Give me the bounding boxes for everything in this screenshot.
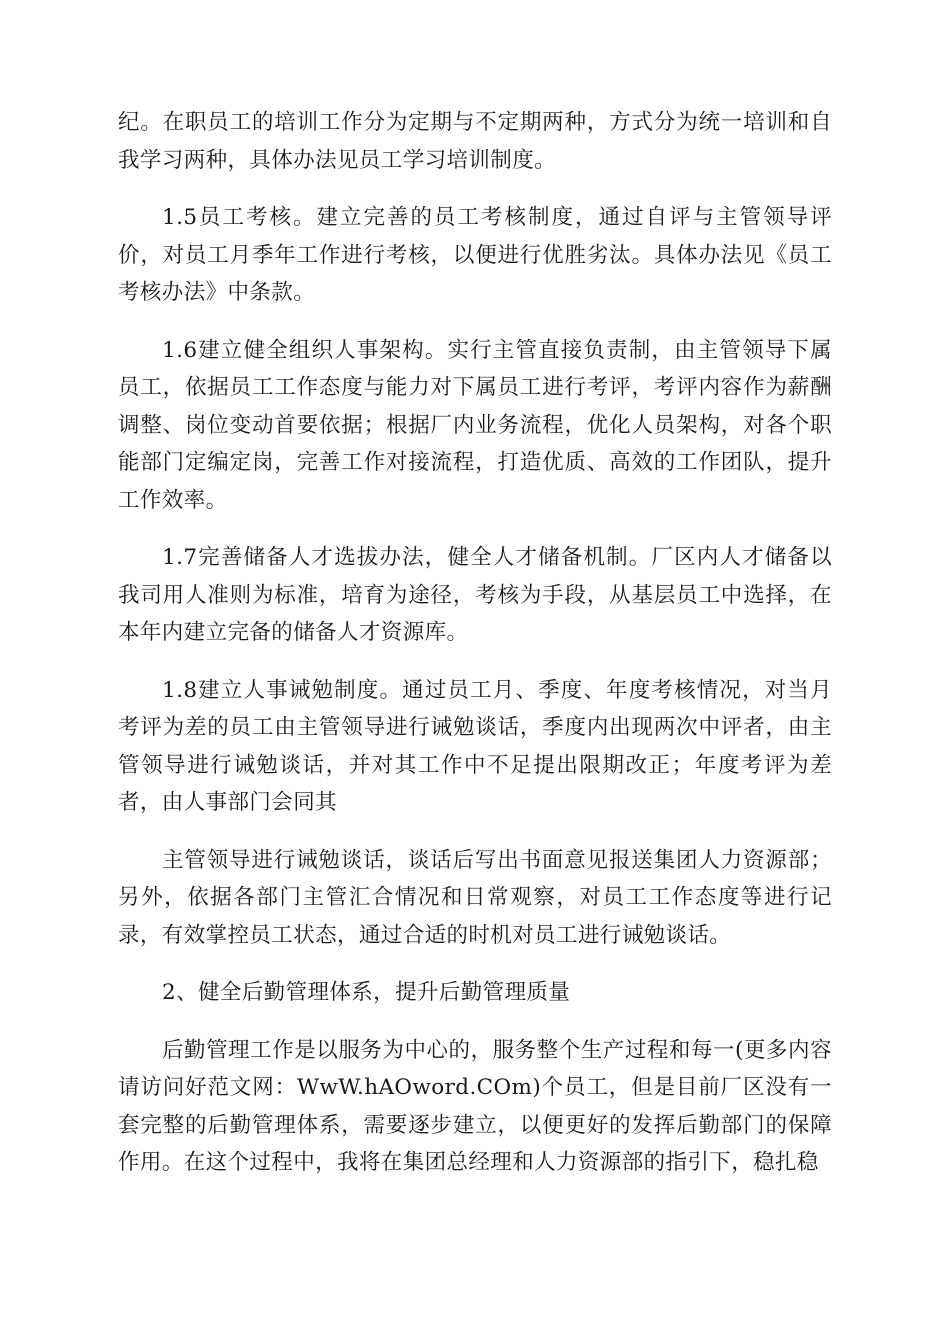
paragraph-continuation-training: 纪。在职员工的培训工作分为定期与不定期两种，方式分为统一培训和自我学习两种，具体办法见员工学习培训制度。 (118, 110, 832, 173)
paragraph-1-5-employee-assessment: 1.5员工考核。建立完善的员工考核制度，通过自评与主管领导评价，对员工月季年工作进行考核，以便进行优胜劣汰。具体办法见《员工考核办法》中条款。 (118, 205, 832, 305)
paragraph-1-8-admonition-system: 1.8建立人事诫勉制度。通过员工月、季度、年度考核情况，对当月考评为差的员工由主管领导进行诫勉谈话，季度内出现两次中评者，由主管领导进行诫勉谈话，并对其工作中不足提出限期改正；年度考评为差者，由人事部门会同其 (118, 677, 832, 815)
paragraph-1-7-talent-reserve: 1.7完善储备人才选拔办法，健全人才储备机制。厂区内人才储备以我司用人准则为标准，培育为途径，考核为手段，从基层员工中选择，在本年内建立完备的储备人才资源库。 (118, 545, 832, 645)
paragraph-admonition-continued: 主管领导进行诫勉谈话，谈话后写出书面意见报送集团人力资源部；另外，依据各部门主管汇合情况和日常观察，对员工工作态度等进行记录，有效掌控员工状态，通过合适的时机对员工进行诫勉谈话。 (118, 847, 832, 948)
section-heading-2-logistics: 2、健全后勤管理体系，提升后勤管理质量 (162, 980, 571, 1005)
paragraph-1-6-org-structure: 1.6建立健全组织人事架构。实行主管直接负责制，由主管领导下属员工，依据员工工作态度与能力对下属员工进行考评，考评内容作为薪酬调整、岗位变动首要依据；根据厂内业务流程，优化人员架构，对各个职能部门定编定岗，完善工作对接流程，打造优质、高效的工作团队，提升工作效率。 (118, 337, 832, 513)
document-body (118, 104, 832, 1202)
paragraph-logistics-management: 后勤管理工作是以服务为中心的，服务整个生产过程和每一(更多内容请访问好范文网：WwW.hAOword.COm)个员工，但是目前厂区没有一套完整的后勤管理体系，需要逐步建立，以便更好的发挥后勤部门的保障作用。在这个过程中，我将在集团总经理和人力资源部的指引下，稳扎稳 (118, 1037, 832, 1175)
